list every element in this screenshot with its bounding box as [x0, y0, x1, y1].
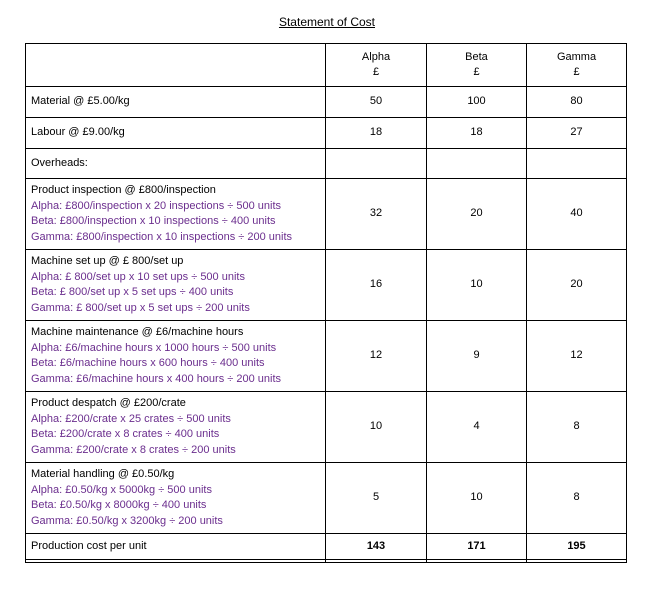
table-row-overheads: [26, 149, 627, 179]
calc-note: Beta: £800/inspection x 10 inspections ÷ 400 units: [31, 215, 276, 227]
value-alpha: 12: [326, 321, 427, 392]
calc-note: Beta: £200/crate x 8 crates ÷ 400 units: [31, 428, 220, 440]
row-description: [26, 463, 326, 534]
value-beta: 100: [427, 87, 527, 118]
table-footer-rule: [26, 560, 627, 563]
row-label: Product inspection @ £800/inspection: [31, 184, 216, 196]
calc-note: Alpha: £200/crate x 25 crates ÷ 500 units: [31, 412, 231, 425]
header-row: [26, 44, 627, 87]
header-alpha: [326, 44, 427, 87]
header-description-cell: [26, 44, 326, 87]
value-alpha: 10: [326, 392, 427, 463]
value-alpha: 32: [326, 179, 427, 250]
value-gamma: 12: [527, 321, 627, 392]
total-gamma: 195: [527, 534, 627, 560]
table-row-setup: [26, 250, 627, 321]
row-description: [26, 392, 326, 463]
calc-note: Alpha: £800/inspection x 20 inspections ÷ 500 units: [31, 199, 282, 212]
header-gamma: [527, 44, 627, 87]
statement-title: Statement of Cost: [278, 15, 376, 29]
row-label: Production cost per unit: [26, 534, 326, 560]
calc-note: Beta: £0.50/kg x 8000kg ÷ 400 units: [31, 499, 207, 511]
cost-table: [25, 43, 627, 563]
value-beta: 10: [427, 463, 527, 534]
calc-note: Alpha: £6/machine hours x 1000 hours ÷ 500 units: [31, 341, 277, 354]
empty-cell: [527, 149, 627, 179]
table-row-maintenance: [26, 321, 627, 392]
calc-note: Gamma: £800/inspection x 10 inspections ÷ 200 units: [31, 230, 293, 243]
empty-cell: [427, 560, 527, 563]
value-alpha: 5: [326, 463, 427, 534]
value-beta: 20: [427, 179, 527, 250]
table-row-total: [26, 534, 627, 560]
column-unit: £: [573, 66, 580, 78]
header-beta: [427, 44, 527, 87]
empty-cell: [26, 560, 326, 563]
value-gamma: 8: [527, 392, 627, 463]
value-alpha: 50: [326, 87, 427, 118]
empty-cell: [326, 149, 427, 179]
value-beta: 10: [427, 250, 527, 321]
empty-cell: [527, 560, 627, 563]
row-label: Material handling @ £0.50/kg: [31, 468, 175, 480]
row-description: [26, 179, 326, 250]
value-gamma: 27: [527, 118, 627, 149]
value-gamma: 80: [527, 87, 627, 118]
column-unit: £: [473, 66, 480, 78]
row-label: Labour @ £9.00/kg: [26, 118, 326, 149]
row-label: Machine set up @ £ 800/set up: [31, 255, 184, 267]
value-gamma: 40: [527, 179, 627, 250]
row-description: [26, 250, 326, 321]
empty-cell: [326, 560, 427, 563]
value-gamma: 20: [527, 250, 627, 321]
total-alpha: 143: [326, 534, 427, 560]
calc-note: Gamma: £0.50/kg x 3200kg ÷ 200 units: [31, 514, 223, 527]
calc-note: Beta: £6/machine hours x 600 hours ÷ 400 units: [31, 357, 265, 369]
value-beta: 18: [427, 118, 527, 149]
column-unit: £: [372, 66, 380, 78]
row-label: Material @ £5.00/kg: [26, 87, 326, 118]
calc-note: Alpha: £0.50/kg x 5000kg ÷ 500 units: [31, 483, 212, 496]
row-label: Overheads:: [26, 149, 326, 179]
calc-note: Alpha: £ 800/set up x 10 set ups ÷ 500 units: [31, 270, 245, 283]
calc-note: Beta: £ 800/set up x 5 set ups ÷ 400 units: [31, 286, 234, 298]
calc-note: Gamma: £ 800/set up x 5 set ups ÷ 200 units: [31, 301, 250, 314]
calc-note: Gamma: £6/machine hours x 400 hours ÷ 200 units: [31, 372, 282, 385]
table-row-inspection: [26, 179, 627, 250]
value-beta: 9: [427, 321, 527, 392]
column-name: Beta: [465, 50, 488, 63]
table-row-handling: [26, 463, 627, 534]
value-alpha: 18: [326, 118, 427, 149]
total-beta: 171: [427, 534, 527, 560]
row-label: Product despatch @ £200/crate: [31, 397, 186, 409]
row-label: Machine maintenance @ £6/machine hours: [31, 326, 244, 338]
row-description: [26, 321, 326, 392]
calc-note: Gamma: £200/crate x 8 crates ÷ 200 units: [31, 443, 236, 456]
table-row-despatch: [26, 392, 627, 463]
value-gamma: 8: [527, 463, 627, 534]
column-name: Gamma: [556, 50, 597, 63]
table-row-labour: [26, 118, 627, 149]
table-row-material: [26, 87, 627, 118]
empty-cell: [427, 149, 527, 179]
value-beta: 4: [427, 392, 527, 463]
value-alpha: 16: [326, 250, 427, 321]
column-name: Alpha: [361, 50, 391, 63]
